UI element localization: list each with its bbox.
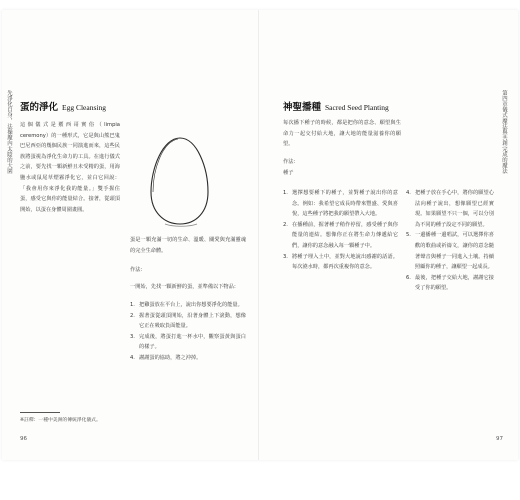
list-item xyxy=(406,230,494,272)
list-item xyxy=(283,252,398,273)
step-text: 選擇想要種下的種子，並對種子說出你的意念。例如：我希望它成長時帶來豐盛、愛與喜悅，這些種子將把我的願望帶入大地。 xyxy=(292,190,398,218)
right-intro: 每次播下種子的時候，都是把你的意念、願望與生命力一起交付給大地，讓大地的能量滋養你的願望。 xyxy=(283,120,401,148)
step-text: 在播種前，握著種子稍作停留，感受種子與你能量的連結。想像你正在將生命力傳遞給它們，讓你的意念融入每一顆種子中。 xyxy=(292,221,398,249)
step-number: 3. xyxy=(283,253,288,260)
left-steps-list xyxy=(130,300,246,364)
right-steps-col1 xyxy=(283,188,398,273)
list-item xyxy=(130,311,246,332)
step-number: 6. xyxy=(406,274,411,281)
step-number: 2. xyxy=(130,312,135,319)
right-page-number: 97 xyxy=(496,436,503,442)
list-item xyxy=(283,220,398,252)
left-steps-lead: 一開始，先找一顆新鮮的蛋，並準備以下物品： xyxy=(130,284,239,290)
step-number: 1. xyxy=(130,302,135,308)
right-steps-col2 xyxy=(406,188,494,294)
left-footnote-rule xyxy=(20,412,60,413)
list-item xyxy=(283,188,398,220)
step-text: 把雞蛋放在平台上，說出你想要淨化的能量。 xyxy=(139,302,243,308)
right-side-tab: 第四章儀式魔法與共創完成的魔法 xyxy=(501,90,507,174)
step-text: 把種子放在手心中，將你的願望心法向種子說出，想像願望已經實現。如果願望不只一個，可以分別為不同的種子設定不同的願望。 xyxy=(415,190,494,228)
step-text: 完成後，將蛋打進一杯水中，觀察蛋黃與蛋白的樣子。 xyxy=(139,333,246,351)
left-paragraph-1: 這個儀式是覈西哥實俗（limpia ceremony）的一種形式，它是與山熊巴鬼巴尼西亞的幾個民族一同演進而來，這些民族將蛋視為淨化生命力的工具。在進行儀式之前，要先找一顆新鮮且未受精的蛋，用海鹽水或鼠尾草煙霧淨化它，並白它回說：「我會用你來淨化我的能量。」雙手握住蛋，感受它與你的能量結合。接著，從頭頂開始，以蛋在身體周圍畫圓。 xyxy=(20,122,120,213)
left-steps-intro: 作法： xyxy=(130,267,146,273)
book-gutter xyxy=(258,10,259,460)
step-number: 3. xyxy=(130,333,135,340)
step-text: 將種子埋入土中，並對大地說出感謝的話語。每次澆水時，都再次重複你的意念。 xyxy=(292,253,398,271)
left-page-number: 96 xyxy=(20,436,27,442)
left-running-head: 先淨化自身，法操魔內太陰的大園 xyxy=(6,90,12,174)
list-item xyxy=(406,273,494,294)
left-footnote: ※註釋：一種中美洲的傳統淨化儀式。 xyxy=(20,418,101,423)
list-item xyxy=(130,332,246,353)
right-section-title xyxy=(283,99,389,113)
egg-caption: 蛋是一顆充滿一切的生命、溫暖、關愛與充滿靈魂的完全生命體。 xyxy=(130,237,246,254)
step-number: 4. xyxy=(130,354,135,361)
step-number: 4. xyxy=(406,190,411,196)
list-item xyxy=(406,188,494,230)
step-number: 2. xyxy=(283,221,288,228)
left-section-title xyxy=(20,99,106,113)
egg-illustration xyxy=(145,130,215,230)
step-text: 謝謝蛋的協助，將之沖掉。 xyxy=(139,354,202,361)
list-item xyxy=(130,300,246,311)
list-item xyxy=(130,353,246,364)
step-text: 最後，把種子交給大地，謝謝它接受了你的願望。 xyxy=(415,274,494,292)
step-text: 握著蛋從頭頂開始，沿著身體上下滚動，想像它正在吸取負面能量。 xyxy=(139,312,246,330)
step-number: 5. xyxy=(406,232,411,239)
right-materials-label: 作法： xyxy=(283,159,299,165)
left-title-zh: 蛋的淨化 xyxy=(20,102,59,113)
step-text: 一邊播種一邊唱試，可以選擇你喜歡的歌曲或祈禱文，讓你的意念隨著聲音與種子一同進入土壤。持續照顧你的種子，讓願望一起成長。 xyxy=(415,232,494,271)
right-title-en: Sacred Seed Planting xyxy=(325,103,389,112)
right-materials-item: 種子 xyxy=(283,170,294,176)
right-title-zh: 神聖播種 xyxy=(283,102,322,113)
step-number: 1. xyxy=(283,190,288,196)
left-title-en: Egg Cleansing xyxy=(62,103,106,112)
